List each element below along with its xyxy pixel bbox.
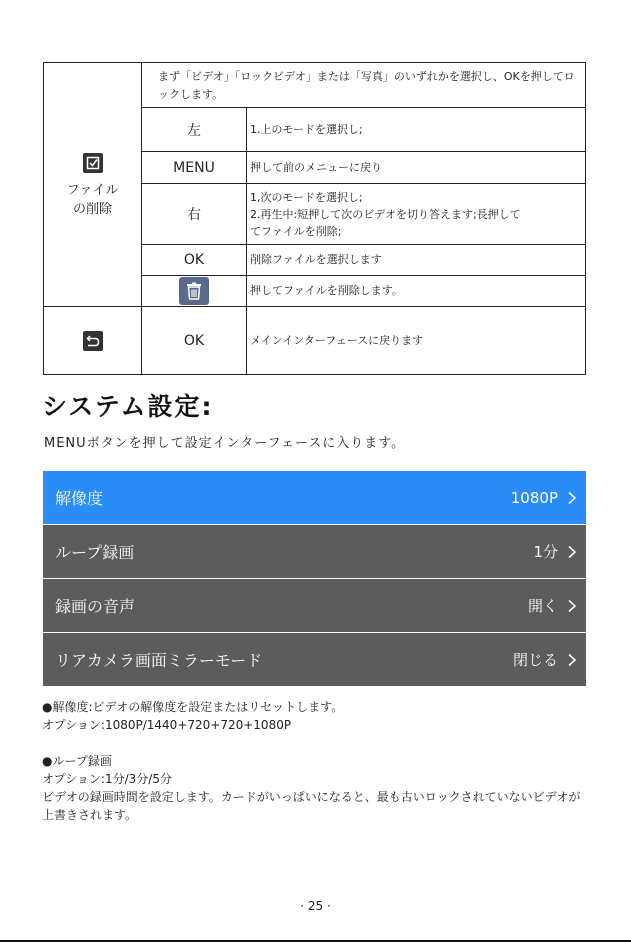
key-ok-desc-text: 削除ファイルを選択します bbox=[250, 253, 382, 266]
page-number: · 25 · bbox=[300, 899, 331, 913]
menu-item-audio-recording[interactable] bbox=[43, 579, 586, 632]
delete-file-label-2: の削除 bbox=[72, 201, 112, 217]
chevron-right-icon bbox=[566, 653, 578, 667]
key-left-desc-text: 1.上のモードを選択し; bbox=[250, 122, 363, 136]
key-trash-desc-text: 押してファイルを削除します。 bbox=[250, 284, 403, 297]
menu-item-rear-mirror[interactable] bbox=[43, 633, 586, 686]
key-left-label: 左 bbox=[187, 122, 201, 139]
return-icon bbox=[83, 331, 103, 351]
key-ok bbox=[142, 245, 246, 275]
table-intro bbox=[158, 65, 578, 107]
trash-icon bbox=[179, 277, 209, 305]
note-loop-title: ●ループ録画 bbox=[42, 754, 112, 768]
chevron-right-icon bbox=[566, 491, 578, 505]
note-loop-options: オプション:1分/3分/5分 bbox=[42, 772, 172, 786]
menu-item-label: 解像度 bbox=[55, 489, 104, 508]
return-cell bbox=[44, 307, 141, 374]
key-ok-label: OK bbox=[183, 252, 205, 268]
key-menu-label: MENU bbox=[173, 159, 215, 176]
key-menu bbox=[142, 152, 246, 183]
key-right bbox=[142, 184, 246, 244]
menu-item-label: リアカメラ画面ミラーモード bbox=[55, 651, 263, 670]
menu-item-label: 録画の音声 bbox=[55, 597, 136, 616]
return-desc-text: メインインターフェースに戻ります bbox=[250, 333, 424, 347]
section-intro: MENUボタンを押して設定インターフェースに入ります。 bbox=[44, 436, 406, 451]
key-menu-desc bbox=[250, 152, 580, 183]
delete-file-label-1: ファイル bbox=[66, 182, 119, 198]
return-key-label: OK bbox=[183, 332, 205, 349]
key-left-desc bbox=[250, 108, 580, 151]
table-divider bbox=[246, 107, 247, 374]
menu-item-label: ループ録画 bbox=[55, 543, 135, 562]
settings-menu bbox=[43, 471, 586, 687]
key-ok-desc bbox=[250, 245, 580, 275]
checkbox-icon bbox=[83, 153, 103, 173]
key-right-label: 右 bbox=[187, 207, 201, 223]
note-loop-desc: ビデオの録画時間を設定します。カードがいっぱいになると、最も古いロックされていないビデオが上書きされます。 bbox=[42, 790, 581, 822]
table-intro-text: まず「ビデオ」「ロックビデオ」または「写真」のいずれかを選択し、OKを押してロックします。 bbox=[158, 70, 575, 101]
return-desc bbox=[250, 307, 580, 374]
menu-item-value: 1分 bbox=[533, 543, 558, 561]
menu-item-loop-recording[interactable] bbox=[43, 525, 586, 578]
key-left bbox=[142, 108, 246, 151]
notes bbox=[42, 698, 587, 824]
chevron-right-icon bbox=[566, 599, 578, 613]
key-right-desc-text: 1,次のモードを選択し; 2.再生中:短押して次のビデオを切り答えます;長押して てファイルを削除; bbox=[250, 190, 521, 238]
key-function-table bbox=[43, 62, 586, 375]
note-resolution-options: オプション:1080P/1440+720+720+1080P bbox=[42, 718, 292, 732]
menu-item-value: 1080P bbox=[510, 488, 558, 507]
key-trash-desc bbox=[250, 276, 580, 306]
delete-file-cell bbox=[44, 63, 141, 306]
menu-item-resolution[interactable] bbox=[43, 471, 586, 524]
menu-item-value: 閉じる bbox=[512, 651, 558, 669]
chevron-right-icon bbox=[566, 545, 578, 559]
section-title: システム設定: bbox=[42, 392, 214, 421]
return-key-ok bbox=[142, 307, 246, 374]
menu-item-value: 開く bbox=[527, 597, 558, 615]
key-menu-desc-text: 押して前のメニューに戻り bbox=[250, 160, 382, 174]
key-trash bbox=[142, 276, 246, 306]
bottom-rule bbox=[0, 940, 631, 942]
key-right-desc bbox=[250, 184, 580, 244]
note-resolution-title: ●解像度:ビデオの解像度を設定またはリセットします。 bbox=[42, 700, 344, 714]
